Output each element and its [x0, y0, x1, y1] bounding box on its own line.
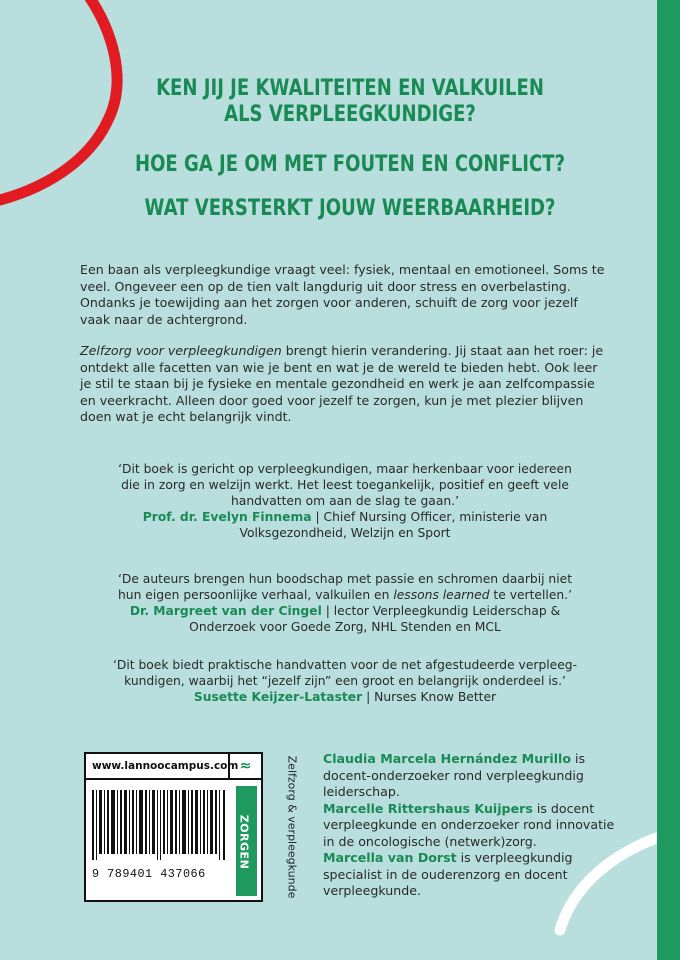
author-bio: Marcella van Dorst is verpleegkundig specialist in de ouderenzorg en docent verpleegkunde.: [323, 850, 573, 898]
endorsement-quote: ‘Dit boek biedt praktische handvatten voor de net afgestudeerde verpleeg-kundigen, waarbij het “jezelf zijn” een groot en belangrijk onderdeel is.’ Susette Keijzer-Lataster | Nurses Know Better: [112, 658, 578, 704]
description-paragraph: Zelfzorg voor verpleegkundigen brengt hierin verandering. Jij staat aan het roer: je ontdekt alle facetten van wie je bent en wat je de wereld te bieden hebt. Ook leer je stil te staan bij je fysieke en mentale gezondheid en werk je aan zelfcompassie en veerkracht. Alleen door goed voor jezelf te zorgen, kun je met plezier blijven doen wat je echt belangrijk vindt.: [80, 343, 604, 424]
category-label: ZORGEN: [237, 814, 251, 870]
spine-stripe: [657, 0, 680, 960]
endorser-name: Prof. dr. Evelyn Finnema: [142, 510, 312, 524]
headline-question-3: WAT VERSTERKT JOUW WEERBAARHEID?: [144, 196, 556, 221]
barcode-bars: [92, 790, 226, 860]
endorsement-quote: ‘De auteurs brengen hun boodschap met passie en schromen daarbij niet hun eigen persoonlijke verhaal, valkuilen en lessons learned te vertellen.’ Dr. Margreet van der Cingel | lector Verpleegkundig Leiderschap & Onderzoek voor Goede Zorg, NHL Stenden en MCL: [117, 572, 573, 634]
headline-question-1: KEN JIJ JE KWALITEITEN EN VALKUILEN ALS VERPLEEGKUNDIGE?: [156, 76, 544, 127]
publisher-logo-icon: ≈: [230, 754, 261, 780]
author-bio: Marcelle Rittershaus Kuijpers is docent verpleegkunde en onderzoeker rond innovatie in de oncologische (netwerk)zorg.: [323, 800, 615, 849]
barcode-box: [84, 752, 263, 902]
author-bios: [323, 751, 623, 900]
headline-question-2: HOE GA JE OM MET FOUTEN EN CONFLICT?: [134, 152, 566, 177]
isbn-number: 9 789401 437066: [92, 867, 206, 881]
series-label: Zelfzorg & verpleegkunde: [285, 755, 299, 899]
intro-paragraph: Een baan als verpleegkundige vraagt veel: fysiek, mentaal en emotioneel. Soms te veel. Ongeveer een op de tien valt langdurig uit door stress en overbelasting. Ondanks je toewijding aan het zorgen voor anderen, schuift de zorg voor jezelf vaak naar de achtergrond.: [80, 262, 605, 327]
endorser-name: Dr. Margreet van der Cingel: [129, 604, 322, 618]
endorsement-quote: ‘Dit boek is gericht op verpleegkundigen, maar herkenbaar voor iedereen die in zorg en welzijn werkt. Het leest toegankelijk, positief en geeft vele handvatten om aan de slag te gaan.’ Prof. dr. Evelyn Finnema | Chief Nursing Officer, ministerie van Volksgezondheid, Welzijn en Sport: [118, 462, 572, 540]
publisher-url: www.lannoocampus.com: [86, 754, 230, 780]
endorser-name: Susette Keijzer-Lataster: [193, 690, 363, 704]
book-title-italic: Zelfzorg voor verpleegkundigen: [80, 343, 282, 358]
author-bio: Claudia Marcela Hernández Murillo is docent-onderzoeker rond verpleegkundig leiderschap.: [323, 751, 586, 799]
